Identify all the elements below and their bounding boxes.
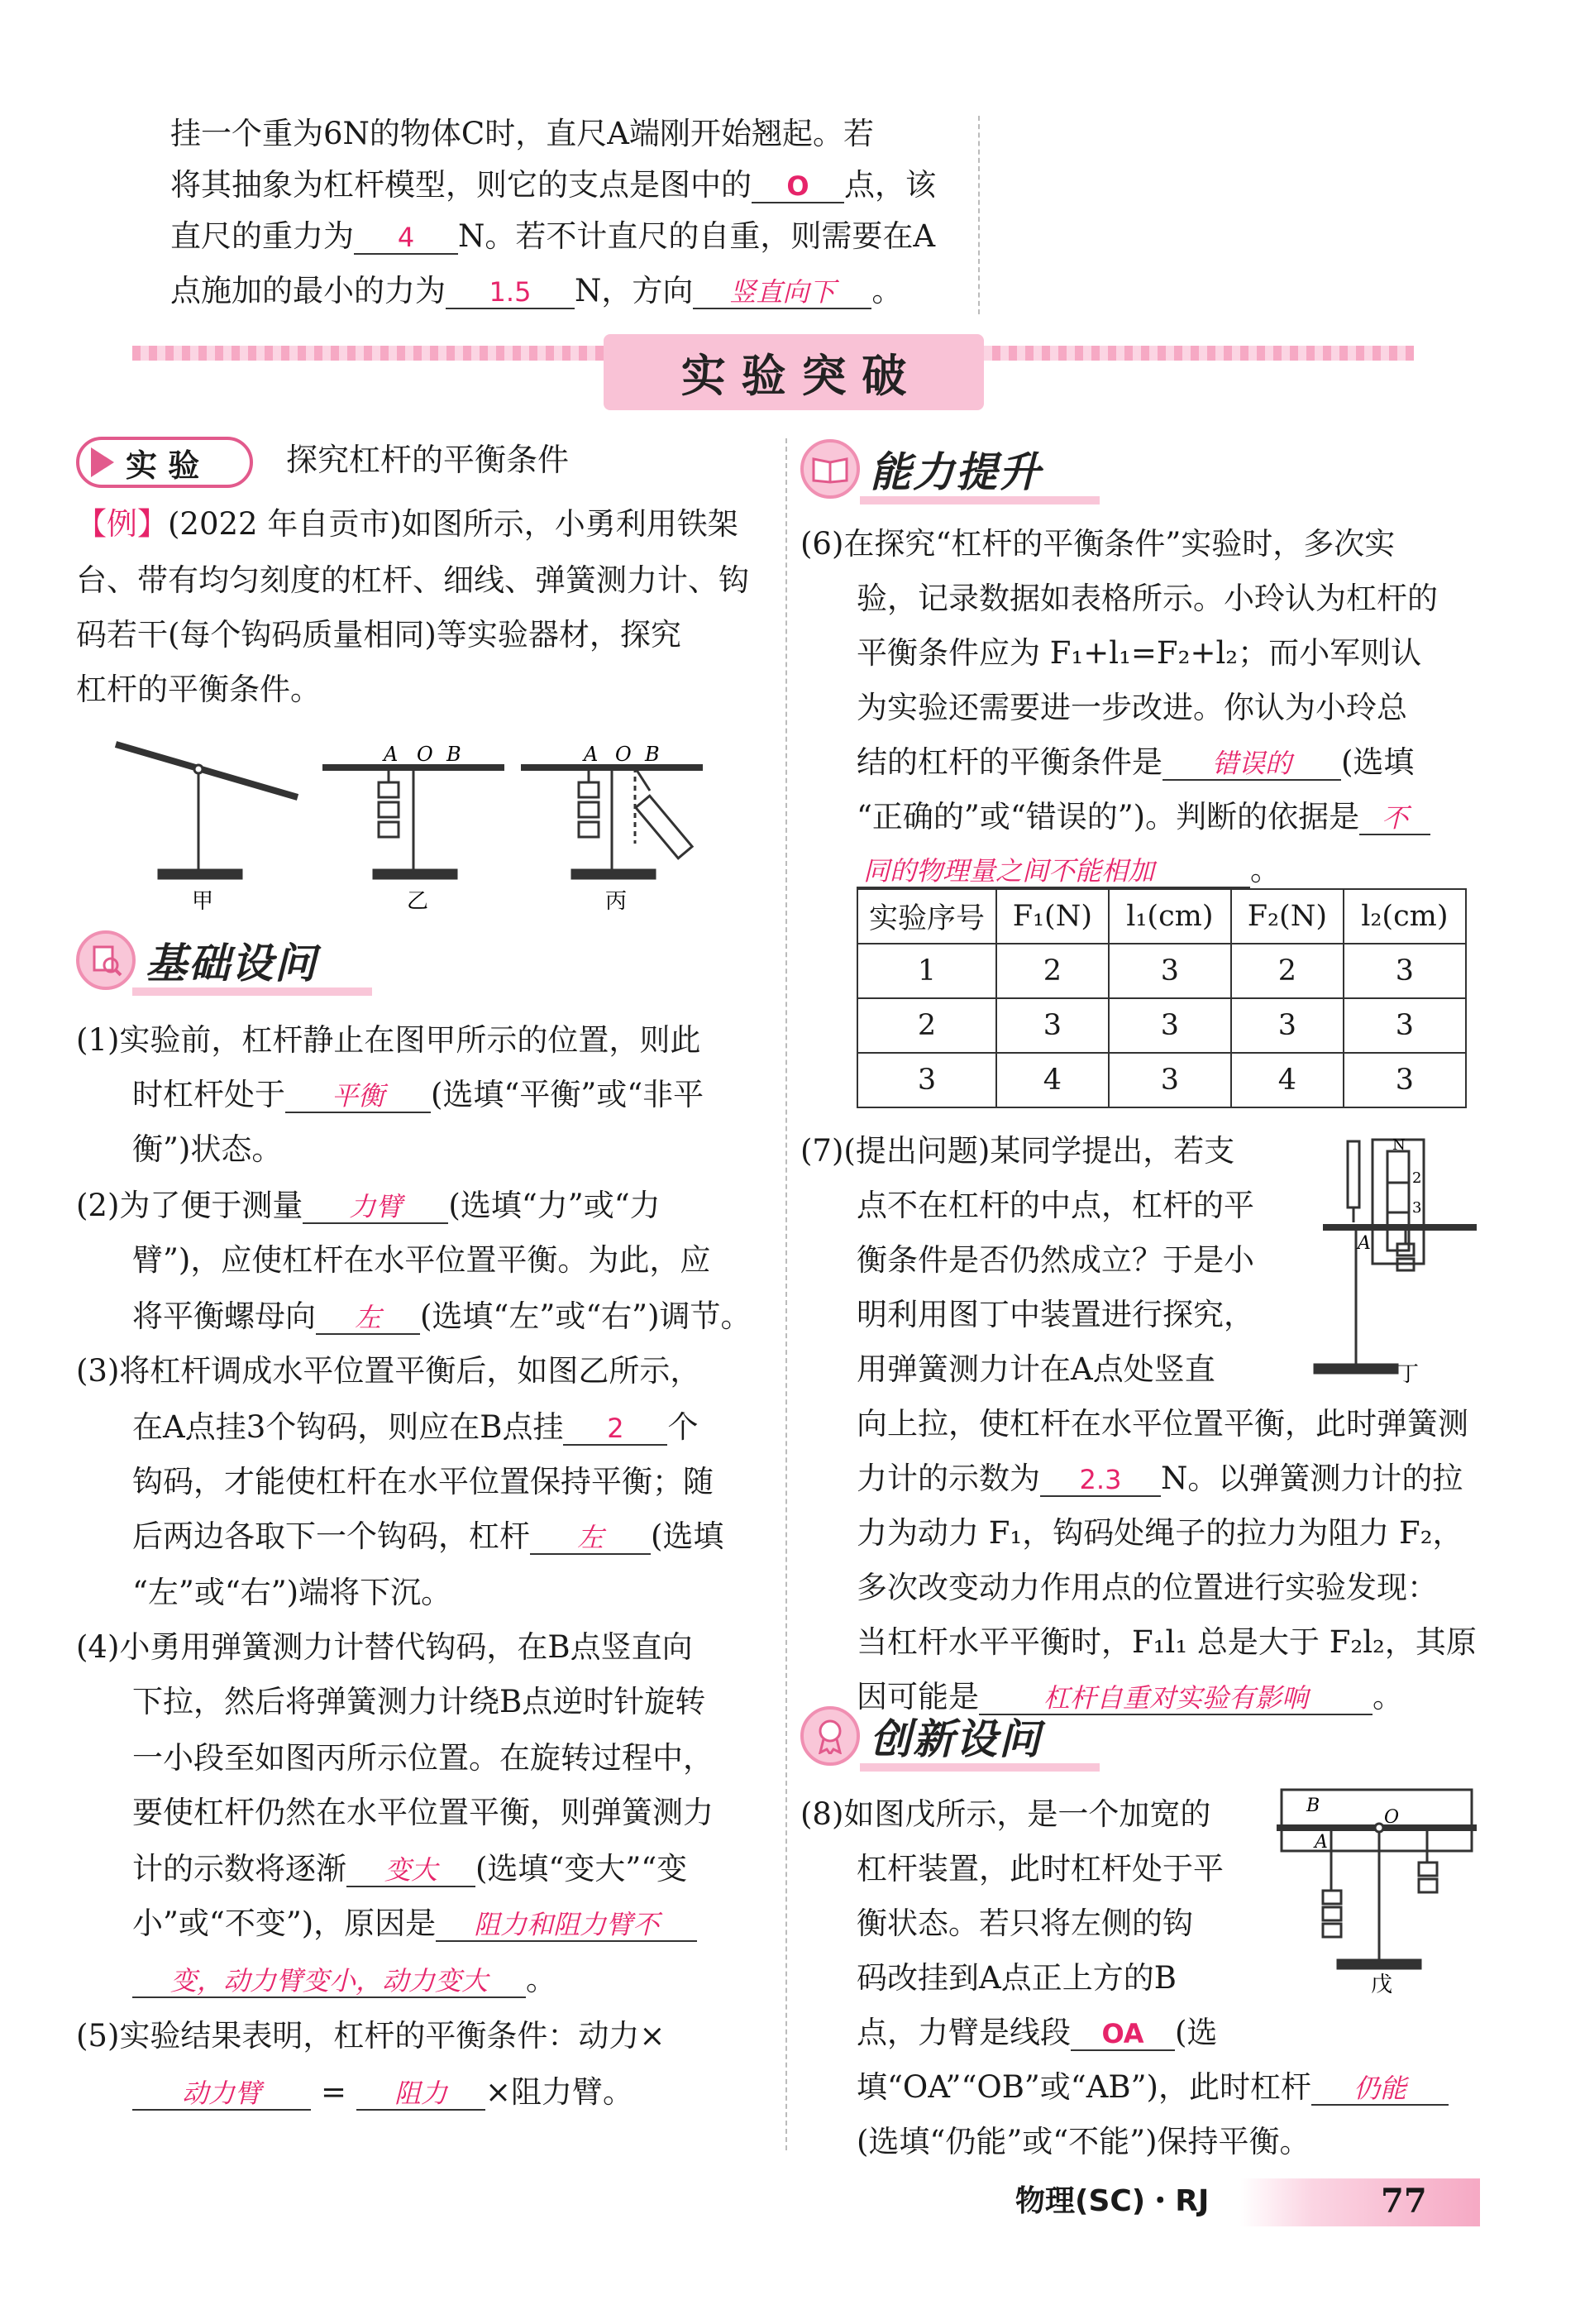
answer-q3-2: 左 xyxy=(530,1523,651,1555)
table-header-cell: l₂(cm) xyxy=(1344,889,1466,944)
footer-page-number: 77 xyxy=(1381,2182,1427,2221)
answer-q6-2a: 不 xyxy=(1359,803,1430,835)
answer-q8-2: 仍能 xyxy=(1311,2073,1449,2106)
q8-line-4: 码改挂到A点正上方的B xyxy=(857,1960,1177,1996)
answer-q6-2b: 同的物理量之间不能相加 xyxy=(857,856,1250,888)
innovation-section-underline xyxy=(860,1763,1100,1772)
q6-text-7: 。 xyxy=(1250,852,1281,887)
medal-icon xyxy=(800,1706,860,1766)
q4-line-2: 下拉，然后将弹簧测力计绕B点逆时针旋转 xyxy=(132,1684,706,1719)
figure-yi-label: 乙 xyxy=(407,889,429,914)
table-cell: 3 xyxy=(857,1053,996,1107)
table-header-cell: F₂(N) xyxy=(1231,889,1344,944)
answer-q7-1: 2.3 xyxy=(1040,1465,1161,1497)
figure-wu-point-b: B xyxy=(1306,1796,1320,1816)
q8-text-6a: 填“OA”“OB”或“AB”)，此时杠杆 xyxy=(857,2069,1311,2105)
q2-line-3 xyxy=(132,1298,752,1335)
intro-text-4b: N，方向 xyxy=(575,273,694,308)
q2-line-2: 臂”)，应使杠杆在水平位置平衡。为此，应 xyxy=(132,1242,711,1278)
q4-text-5a: 计的示数将逐渐 xyxy=(132,1851,346,1886)
q4-line-3: 一小段至如图丙所示位置。在旋转过程中， xyxy=(132,1740,714,1776)
intro-divider xyxy=(978,116,980,314)
ability-section-underline xyxy=(860,496,1100,504)
q6-line-2: 验，记录数据如表格所示。小玲认为杠杆的 xyxy=(857,581,1438,616)
answer-q5-1: 动力臂 xyxy=(132,2078,311,2111)
table-cell: 2 xyxy=(996,944,1109,998)
example-tag: 【例】 xyxy=(76,506,168,542)
banner-title: 实 验 突 破 xyxy=(680,349,907,402)
figure-ding-point-a: A xyxy=(1358,1233,1371,1254)
figure-ding-scale-2: 2 xyxy=(1412,1169,1422,1187)
answer-min-force: 1.5 xyxy=(446,277,575,309)
q5-text-2: ×阻力臂。 xyxy=(485,2074,634,2110)
q3-line-4 xyxy=(132,1518,723,1555)
figure-bing xyxy=(521,767,703,878)
intro-line-3 xyxy=(170,218,935,255)
innovation-section-header xyxy=(800,1709,1042,1763)
q8-line-7: (选填“仍能”或“不能”)保持平衡。 xyxy=(857,2124,1310,2159)
q3-text-2a: 在A点挂3个钩码，则应在B点挂 xyxy=(132,1409,564,1445)
q5-line-2 xyxy=(132,2074,633,2111)
table-cell: 3 xyxy=(1109,1053,1231,1107)
q7-line-4: 明利用图丁中装置进行探究， xyxy=(857,1297,1254,1332)
ability-section-header xyxy=(800,442,1042,496)
q6-line-4: 为实验还需要进一步改进。你认为小玲总 xyxy=(857,690,1407,725)
q5-line-1: (5)实验结果表明，杠杆的平衡条件：动力× xyxy=(76,2018,666,2054)
figure-bing-point-b: B xyxy=(645,743,660,766)
figure-bing-label: 丙 xyxy=(605,889,628,914)
intro-line-2 xyxy=(170,167,936,203)
q7-text-11b: 。 xyxy=(1373,1679,1403,1714)
answer-q8-1: OA xyxy=(1071,2019,1175,2051)
q4-line-5 xyxy=(132,1851,687,1887)
q1-text-2a: 时杠杆处于 xyxy=(132,1077,285,1112)
q2-text-1a: (2)为了便于测量 xyxy=(76,1188,303,1223)
table-cell: 3 xyxy=(1109,998,1231,1053)
q4-line-6 xyxy=(132,1906,697,1942)
table-cell: 3 xyxy=(1344,1053,1466,1107)
q8-line-3: 衡状态。若只将左侧的钩 xyxy=(857,1906,1193,1941)
intro-text-2b: 点，该 xyxy=(844,167,936,203)
q7-line-2: 点不在杠杆的中点，杠杆的平 xyxy=(857,1188,1254,1223)
intro-text-2a: 将其抽象为杠杆模型，则它的支点是图中的 xyxy=(170,167,752,203)
answer-q2-2: 左 xyxy=(316,1303,420,1335)
q3-line-5: “左”或“右”)端将下沉。 xyxy=(132,1575,452,1610)
data-table xyxy=(857,888,1467,1108)
answer-direction: 竖直向下 xyxy=(693,277,871,309)
answer-q4-2a: 阻力和阻力臂不 xyxy=(436,1910,697,1942)
table-cell: 4 xyxy=(1231,1053,1344,1107)
q7-text-11a: 因可能是 xyxy=(857,1679,979,1714)
table-header-cell: 实验序号 xyxy=(857,889,996,944)
q7-line-9: 多次改变动力作用点的位置进行实验发现： xyxy=(857,1570,1438,1605)
figure-jia-label: 甲 xyxy=(192,889,214,914)
q8-line-2: 杠杆装置，此时杠杆处于平 xyxy=(857,1851,1224,1886)
q7-line-8: 力为动力 F₁，钩码处绳子的拉力为阻力 F₂， xyxy=(857,1515,1463,1551)
q7-text-7a: 力计的示数为 xyxy=(857,1461,1040,1496)
answer-q2-1: 力臂 xyxy=(303,1192,448,1224)
example-text-1: (2022 年自贡市)如图所示，小勇利用铁架 xyxy=(168,506,738,542)
answer-q1: 平衡 xyxy=(285,1081,431,1113)
answer-q4-2b: 变，动力臂变小，动力变大 xyxy=(132,1966,526,1998)
answer-q6-1: 错误的 xyxy=(1162,748,1341,781)
q3-line-1: (3)将杠杆调成水平位置平衡后，如图乙所示， xyxy=(76,1353,701,1389)
q4-line-4: 要使杠杆仍然在水平位置平衡，则弹簧测力 xyxy=(132,1795,714,1830)
experiment-topic: 探究杠杆的平衡条件 xyxy=(286,442,570,478)
table-cell: 3 xyxy=(1109,944,1231,998)
q8-line-6 xyxy=(857,2069,1449,2106)
table-cell: 3 xyxy=(1231,998,1344,1053)
answer-pivot: O xyxy=(752,171,844,203)
figure-yi-point-a: A xyxy=(384,743,399,766)
q6-line-1: (6)在探究“杠杆的平衡条件”实验时，多次实 xyxy=(800,526,1396,562)
answer-q3-1: 2 xyxy=(563,1413,667,1446)
table-row xyxy=(857,998,1466,1053)
figure-wu-label: 戊 xyxy=(1371,1973,1393,1997)
intro-line-4 xyxy=(170,273,902,309)
column-divider xyxy=(785,438,787,2150)
table-row xyxy=(857,944,1466,998)
q7-text-7b: N。以弹簧测力计的拉 xyxy=(1161,1461,1463,1496)
q2-line-1 xyxy=(76,1188,661,1224)
q6-text-5b: (选填 xyxy=(1341,744,1415,780)
basic-section-underline xyxy=(132,987,372,996)
q3-line-2 xyxy=(132,1409,698,1446)
table-header-cell: l₁(cm) xyxy=(1109,889,1231,944)
figure-ding xyxy=(1306,1133,1488,1389)
q8-line-1: (8)如图戊所示，是一个加宽的 xyxy=(800,1796,1211,1832)
q8-text-5a: 点，力臂是线段 xyxy=(857,2015,1071,2050)
q2-text-3a: 将平衡螺母向 xyxy=(132,1298,316,1334)
q6-text-6a: “正确的”或“错误的”)。判断的依据是 xyxy=(857,799,1360,834)
q1-text-2b: (选填“平衡”或“非平 xyxy=(431,1077,704,1112)
q8-line-5 xyxy=(857,2015,1217,2051)
q2-text-1b: (选填“力”或“力 xyxy=(448,1188,661,1223)
basic-section-title: 基础设问 xyxy=(146,940,317,987)
figures-jia-yi-bing xyxy=(99,728,761,918)
q3-text-4a: 后两边各取下一个钩码，杠杆 xyxy=(132,1518,530,1554)
intro-text-3a: 直尺的重力为 xyxy=(170,218,354,254)
table-cell: 3 xyxy=(996,998,1109,1053)
q7-line-10: 当杠杆水平平衡时，F₁l₁ 总是大于 F₂l₂，其原 xyxy=(857,1624,1477,1660)
table-cell: 2 xyxy=(1231,944,1344,998)
figure-wu-point-a: A xyxy=(1315,1832,1328,1853)
table-cell: 4 xyxy=(996,1053,1109,1107)
table-header-row xyxy=(857,889,1466,944)
figure-yi-point-b: B xyxy=(446,743,461,766)
figure-ding-scale-n: N xyxy=(1392,1136,1406,1154)
table-row xyxy=(857,1053,1466,1107)
q7-line-3: 衡条件是否仍然成立？于是小 xyxy=(857,1242,1254,1278)
q7-line-7 xyxy=(857,1461,1463,1497)
q5-equals: = xyxy=(321,2074,347,2110)
figure-wu-point-o: O xyxy=(1384,1807,1400,1828)
intro-line-1 xyxy=(170,116,874,152)
q6-line-3: 平衡条件应为 F₁+l₁=F₂+l₂；而小军则认 xyxy=(857,635,1422,671)
q4-text-7: 。 xyxy=(526,1962,556,1997)
q4-line-1: (4)小勇用弹簧测力计替代钩码，在B点竖直向 xyxy=(76,1629,693,1665)
intro-text-4a: 点施加的最小的力为 xyxy=(170,273,446,308)
figure-yi-point-o: O xyxy=(417,743,433,766)
answer-q7-2: 杠杆自重对实验有影响 xyxy=(979,1683,1373,1715)
q7-line-6: 向上拉，使杠杆在水平位置平衡，此时弹簧测 xyxy=(857,1406,1468,1442)
q3-text-2b: 个 xyxy=(667,1409,699,1445)
table-cell: 3 xyxy=(1344,998,1466,1053)
q2-text-3b: (选填“左”或“右”)调节。 xyxy=(420,1298,752,1334)
example-line-3: 码若干(每个钩码质量相同)等实验器材，探究 xyxy=(76,617,681,653)
magnifier-icon xyxy=(76,930,136,990)
q8-text-5b: (选 xyxy=(1175,2015,1218,2050)
q4-text-6a: 小”或“不变”)，原因是 xyxy=(132,1906,437,1941)
q1-line-1: (1)实验前，杠杆静止在图甲所示的位置，则此 xyxy=(76,1022,701,1058)
experiment-badge xyxy=(76,437,253,488)
table-cell: 1 xyxy=(857,944,996,998)
example-line-2: 台、带有均匀刻度的杠杆、细线、弹簧测力计、钩 xyxy=(76,562,749,598)
footer-subject: 物理(SC)・RJ xyxy=(1015,2184,1210,2218)
figure-ding-label: 丁 xyxy=(1397,1362,1420,1387)
q6-line-5 xyxy=(857,744,1414,781)
example-line-4: 杠杆的平衡条件。 xyxy=(76,672,321,707)
experiment-badge-label: 实 验 xyxy=(126,447,200,484)
figure-wu xyxy=(1273,1786,1480,2001)
q7-line-1: (7)(提出问题)某同学提出，若支 xyxy=(800,1133,1235,1169)
example-line-1 xyxy=(76,506,738,543)
q3-line-3: 钩码，才能使杠杆在水平位置保持平衡；随 xyxy=(132,1464,714,1499)
table-header-cell: F₁(N) xyxy=(996,889,1109,944)
q1-line-2 xyxy=(132,1077,704,1113)
q6-text-5a: 结的杠杆的平衡条件是 xyxy=(857,744,1162,780)
q4-line-7 xyxy=(132,1962,556,1998)
answer-q4-1: 变大 xyxy=(346,1855,475,1887)
figure-bing-point-a: A xyxy=(584,743,599,766)
table-cell: 3 xyxy=(1344,944,1466,998)
intro-text-4c: 。 xyxy=(871,273,903,308)
banner-title-box xyxy=(604,334,984,410)
q6-line-7 xyxy=(857,852,1281,888)
q1-line-3: 衡”)状态。 xyxy=(132,1131,283,1167)
footer-decor xyxy=(1240,2178,1480,2226)
intro-text-1: 挂一个重为6N的物体C时，直尺A端刚开始翘起。若 xyxy=(170,116,874,151)
figure-ding-scale-3: 3 xyxy=(1412,1199,1422,1217)
book-icon xyxy=(800,439,860,499)
innovation-section-title: 创新设问 xyxy=(870,1715,1042,1763)
q3-text-4b: (选填 xyxy=(651,1518,724,1554)
play-icon xyxy=(91,447,114,477)
figure-jia xyxy=(116,744,298,878)
q4-text-5b: (选填“变大”“变 xyxy=(475,1851,688,1886)
q6-line-6 xyxy=(857,799,1430,835)
ability-section-title: 能力提升 xyxy=(870,448,1042,496)
answer-weight: 4 xyxy=(354,222,458,255)
q7-line-5: 用弹簧测力计在A点处竖直 xyxy=(857,1351,1215,1387)
figure-yi xyxy=(322,767,504,878)
figure-bing-point-o: O xyxy=(615,743,632,766)
answer-q5-2: 阻力 xyxy=(356,2078,485,2111)
intro-text-3b: N。若不计直尺的自重，则需要在A xyxy=(458,218,936,254)
basic-section-header xyxy=(76,933,317,987)
table-cell: 2 xyxy=(857,998,996,1053)
